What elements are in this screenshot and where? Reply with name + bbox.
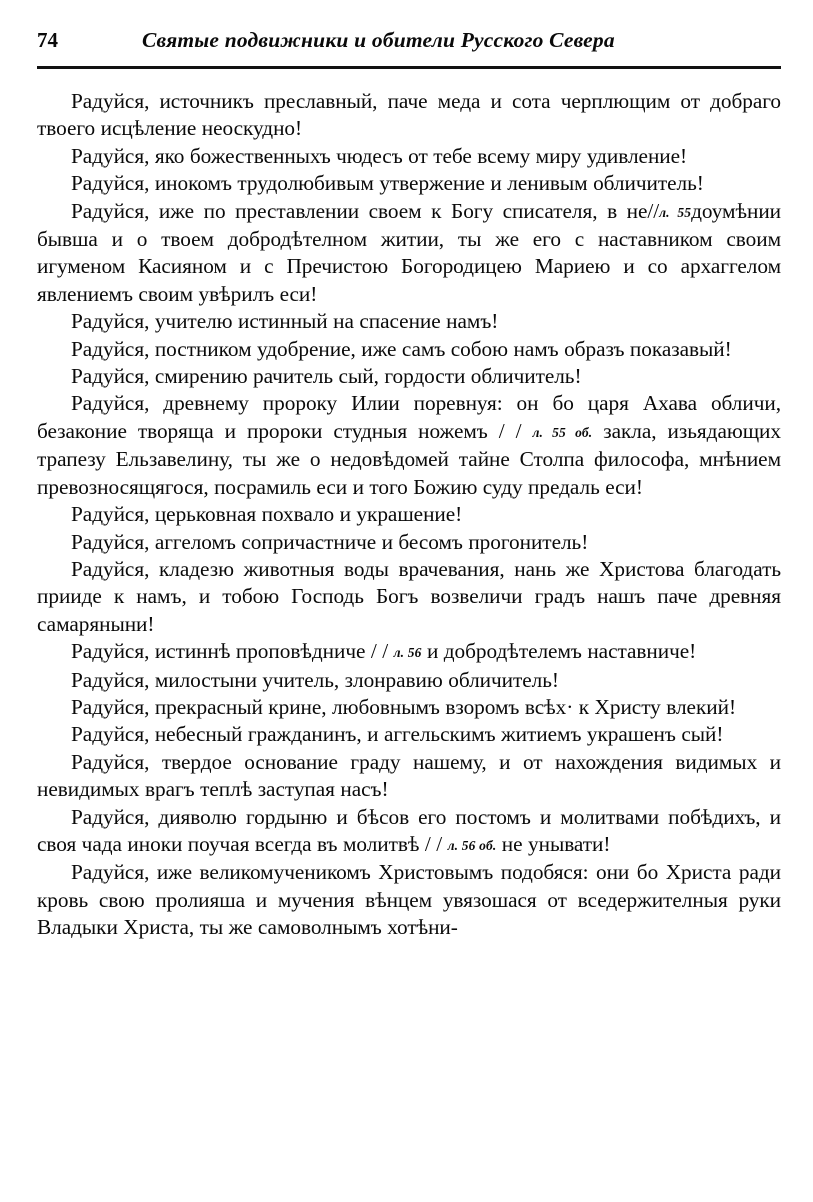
paragraph-text: Радуйся, яко божественныхъ чюдесъ от тебе всему миру удивление! [71, 143, 688, 168]
paragraph-with-folio-mark [37, 198, 781, 309]
paragraph [37, 501, 781, 528]
paragraph-text: Радуйся, церьковная похвало и украшение! [71, 502, 463, 527]
paragraph [37, 308, 781, 335]
paragraph-text-after-folio: доумѣнии бывша и о твоем добродѣтелном житии, ты же его с наставником своим игуменом Касияном и с Пречистою Богородицею Мариею и со архаггелом явлениемъ своим увѣрилъ еси! [37, 198, 782, 306]
paragraph [37, 721, 781, 748]
paragraph-text-after-folio: не унывати! [496, 831, 611, 856]
folio-marginal-reference: л. 56 [393, 645, 422, 661]
paragraph-with-folio-mark [37, 638, 781, 666]
paragraph-text: Радуйся, прекрасный крине, любовнымъ взоромъ всѣх· к Христу влекий! [71, 694, 736, 719]
paragraph [37, 694, 781, 721]
paragraph [37, 363, 781, 390]
paragraph-text-after-folio: закла, изьядающих трапезу Ельзавелину, ты же о недовѣдомей тайне Столпа философа, мнѣнием превозносящягося, посрамиль еси и того Божию суду предаль еси! [37, 418, 782, 499]
paragraph [37, 336, 781, 363]
paragraph-text: Радуйся, твердое основание граду нашему, и от нахождения видимых и невидимых врагъ теплѣ заступая насъ! [37, 749, 781, 802]
paragraph-text: Радуйся, иже великомученикомъ Христовымъ подобяся: они бо Христа ради кровь свою пролияша и мучения вѣнцем увязошася от вседержителныя руки Владыки Христа, ты же самоволнымъ хотѣни- [37, 860, 781, 940]
paragraph-text: Радуйся, милостыни учитель, злонравию обличитель! [71, 667, 559, 692]
header-rule [37, 66, 781, 69]
paragraph-with-folio-mark [37, 390, 781, 501]
paragraph [37, 88, 781, 143]
body-text [37, 88, 781, 942]
paragraph [37, 667, 781, 694]
paragraph-text: Радуйся, постником удобрение, иже самъ собою намъ образъ показавый! [71, 336, 732, 361]
paragraph [37, 749, 781, 804]
paragraph-text-before-folio: Радуйся, иже по преставлении своем к Богу списателя, в не// [71, 198, 660, 223]
paragraph-text-before-folio: Радуйся, древнему пророку Илии поревнуя: он бо царя Ахава обличи, безаконие творяща и пророки студныя ножемъ / / [37, 391, 781, 443]
page-header [37, 28, 780, 62]
paragraph-text: Радуйся, аггеломъ сопричастниче и бесомъ прогонитель! [71, 529, 589, 554]
paragraph-with-folio-mark [37, 804, 781, 860]
paragraph [37, 170, 781, 197]
paragraph-text-after-folio: и добродѣтелемъ наставниче! [421, 639, 697, 664]
paragraph-text: Радуйся, учителю истинный на спасение намъ! [71, 309, 499, 334]
paragraph [37, 529, 781, 556]
paragraph-text-before-folio: Радуйся, дияволю гордыню и бѣсов его постомъ и молитвами побѣдихъ, и своя чада иноки поучая всегда въ молитвѣ / / [37, 804, 781, 856]
paragraph-text: Радуйся, инокомъ трудолюбивым утвержение и ленивым обличитель! [71, 171, 704, 196]
page-number: 74 [37, 28, 58, 52]
paragraph-text: Радуйся, источникъ преславный, паче меда и сота черплющим от добраго твоего исцѣление неоскудно! [37, 89, 781, 141]
running-title: Святые подвижники и обители Русского Севера [142, 28, 615, 52]
paragraph-text-before-folio: Радуйся, истиннѣ проповѣдниче / / [71, 639, 394, 664]
folio-marginal-reference: л. 55 об. [532, 424, 593, 440]
paragraph [37, 143, 781, 170]
paragraph-text: Радуйся, небесный гражданинъ, и аггельскимъ житиемъ украшенъ сый! [71, 722, 724, 747]
folio-marginal-reference: л. 56 об. [447, 837, 497, 853]
paragraph-continued-next-page [37, 859, 781, 941]
paragraph-text: Радуйся, смирению рачитель сый, гордости обличитель! [71, 364, 582, 389]
paragraph [37, 556, 781, 638]
paragraph-text: Радуйся, кладезю животныя воды врачевания, нань же Христова благодать прииде к намъ, и тобою Господь Богъ возвеличи градъ нашъ паче древняя самаряныни! [37, 556, 781, 636]
folio-marginal-reference: л. 55 [659, 204, 692, 220]
